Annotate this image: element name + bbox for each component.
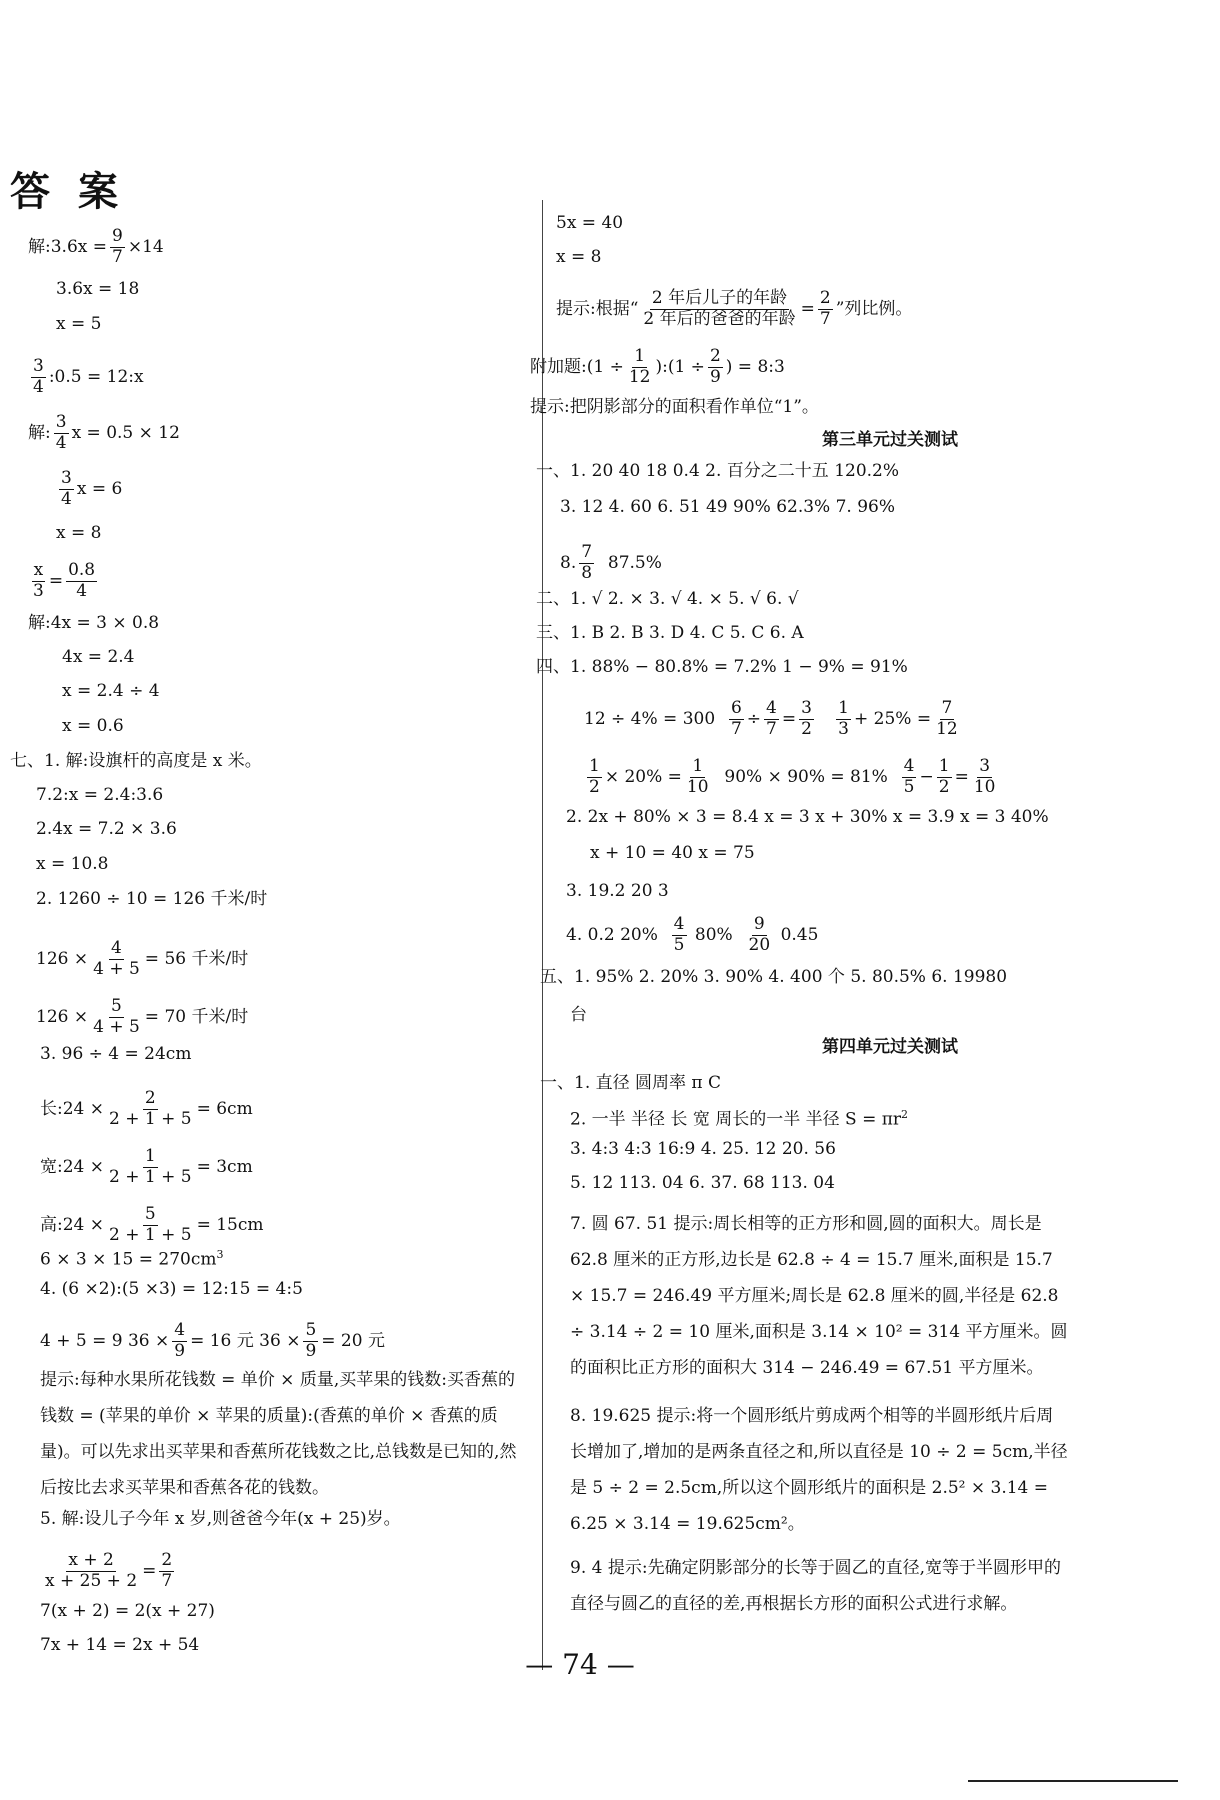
answer-line: $\frac{x}{3}$ = $\frac{0.8}{4}$: [33, 560, 96, 601]
answer-line: 7(x + 2) = 2(x + 27): [40, 1601, 215, 1621]
answer-line: $\frac{1}{2}$ × 20% = $\frac{1}{10}$ 90% × 90% = 81% $\frac{4}{5}$ − $\frac{1}{2}$ = $\frac{3}{10}$: [589, 756, 996, 797]
answer-line: 五、1. 95% 2. 20% 3. 90% 4. 400 个 5. 80.5% 6. 19980: [540, 967, 1008, 987]
answer-line: 7x + 14 = 2x + 54: [40, 1635, 200, 1655]
answer-line: 台: [570, 1005, 587, 1025]
hint-paragraph: 9. 4 提示:先确定阴影部分的长等于圆乙的直径,宽等于半圆形甲的直径与圆乙的直径的差,再根据长方形的面积公式进行求解。: [570, 1558, 1061, 1614]
section-title: 第四单元过关测试: [822, 1037, 958, 1057]
answer-line: 8. $\frac{7}{8}$ 87.5%: [560, 542, 662, 583]
answer-line: 一、1. 直径 圆周率 π C: [540, 1073, 722, 1093]
answer-line: x = 2.4 ÷ 4: [62, 681, 160, 701]
answer-line: 提示:根据“ $\frac{\text{2 年后儿子的年龄}}{\text{2 年后的爸爸的年龄}}$ = $\frac{2}{7}$ ”列比例。: [556, 288, 913, 329]
answer-line: 高:24 × $\frac{5}{2 + 1 + 5}$ = 15cm: [40, 1204, 264, 1245]
answer-line: 4 + 5 = 9 36 × $\frac{4}{9}$ = 16 元 36 × $\frac{5}{9}$ = 20 元: [40, 1320, 385, 1361]
answer-line: 提示:把阴影部分的面积看作单位“1”。: [530, 397, 819, 417]
answer-line: $\frac{3}{4}$ x = 6: [61, 468, 123, 509]
answer-line: 二、1. √ 2. × 3. √ 4. × 5. √ 6. √: [536, 589, 799, 609]
answer-line: x + 10 = 40 x = 75: [590, 843, 755, 863]
section-title: 第三单元过关测试: [822, 430, 958, 450]
answer-line: $6 \times 3 \times 15 = 270cm^3$: [40, 1248, 224, 1270]
answer-line: 2. 2x + 80% × 3 = 8.4 x = 3 x + 30% x = 3.9 x = 3 40%: [566, 807, 1049, 827]
answer-line: 3. 4:3 4:3 16:9 4. 25. 12 20. 56: [570, 1139, 836, 1159]
answer-line: 2.4x = 7.2 × 3.6: [36, 819, 177, 839]
answer-line: 3. 19.2 20 3: [566, 881, 669, 901]
answer-line: $\frac{x + 2}{x + 25 + 2}$ = $\frac{2}{7}$: [45, 1550, 173, 1591]
answer-line: $\frac{3}{4}$ :0.5 = 12:x: [33, 356, 144, 397]
hint-paragraph: 7. 圆 67. 51 提示:周长相等的正方形和圆,圆的面积大。周长是 62.8 厘米的正方形,边长是 62.8 ÷ 4 = 15.7 厘米,面积是 15.7 × 15.7 = 246.49 平方厘米;周长是 62.8 厘米的圆,半径是 62.8 ÷ 3.14 ÷ 2 = 10 厘米,面积是 3.14 × 10² = 314 平方厘米。圆的面积比正方形的面积大 314 − 246.49 = 67.51 平方厘米。: [570, 1214, 1068, 1378]
answer-line: 2. 1260 ÷ 10 = 126 千米/时: [36, 889, 268, 909]
answer-line: 2. 一半 半径 长 宽 周长的一半 半径 $S = \pi r^2$: [570, 1108, 909, 1130]
answer-line: 3. 12 4. 60 6. 51 49 90% 62.3% 7. 96%: [560, 497, 896, 517]
answer-line: 四、1. 88% − 80.8% = 7.2% 1 − 9% = 91%: [536, 657, 908, 677]
answer-line: 4. 0.2 20% $\frac{4}{5}$ 80% $\frac{9}{20}$ 0.45: [566, 914, 819, 955]
page-number: — 74 —: [525, 1648, 635, 1681]
answer-line: 126 × $\frac{4}{4 + 5}$ = 56 千米/时: [36, 938, 249, 979]
column-divider: [542, 200, 543, 1670]
answer-line: 解: $\frac{3}{4}$ x = 0.5 × 12: [28, 412, 180, 453]
answer-line: 三、1. B 2. B 3. D 4. C 5. C 6. A: [536, 623, 804, 643]
answer-line: 5x = 40: [556, 213, 624, 233]
answer-line: 解:4x = 3 × 0.8: [28, 613, 160, 633]
answer-line: 一、1. 20 40 18 0.4 2. 百分之二十五 120.2%: [536, 461, 900, 481]
answer-line: 4x = 2.4: [62, 647, 135, 667]
answer-line: x = 0.6: [62, 716, 124, 736]
answer-line: 3.6x = 18: [56, 279, 140, 299]
answer-line: 七、1. 解:设旗杆的高度是 x 米。: [10, 751, 262, 771]
hint-paragraph: 8. 19.625 提示:将一个圆形纸片剪成两个相等的半圆形纸片后周长增加了,增加的是两条直径之和,所以直径是 10 ÷ 2 = 5cm,半径是 5 ÷ 2 = 2.5cm,所以这个圆形纸片的面积是 2.5² × 3.14 = 6.25 × 3.14 = 19.625cm²。: [570, 1406, 1068, 1534]
answer-line: x = 5: [56, 314, 102, 334]
answer-line: 长:24 × $\frac{2}{2 + 1 + 5}$ = 6cm: [40, 1088, 253, 1129]
answer-line: 5. 12 113. 04 6. 37. 68 113. 04: [570, 1173, 835, 1193]
answer-line: 7.2:x = 2.4:3.6: [36, 785, 164, 805]
hint-paragraph: 提示:每种水果所花钱数 = 单价 × 质量,买苹果的钱数:买香蕉的钱数 = (苹果的单价 × 苹果的质量):(香蕉的单价 × 香蕉的质量)。可以先求出买苹果和香蕉所花钱数之比,总钱数是已知的,然后按比去求买苹果和香蕉各花的钱数。: [40, 1370, 517, 1498]
answer-line: 4. (6 ×2):(5 ×3) = 12:15 = 4:5: [40, 1279, 303, 1299]
page-title: 答案: [10, 169, 146, 215]
answer-line: 3. 96 ÷ 4 = 24cm: [40, 1044, 192, 1064]
answer-line: x = 8: [556, 247, 602, 267]
answer-line: x = 8: [56, 523, 102, 543]
answer-line: 宽:24 × $\frac{1}{2 + 1 + 5}$ = 3cm: [40, 1146, 253, 1187]
answer-line: 12 ÷ 4% = 300 $\frac{6}{7}$ ÷ $\frac{4}{7}$ = $\frac{3}{2}$ $\frac{1}{3}$ + 25% = $\frac{7}{12}$: [584, 698, 958, 739]
answer-line: x = 10.8: [36, 854, 109, 874]
answer-line: 解:3.6x = $\frac{9}{7}$ ×14: [28, 226, 164, 267]
answer-line: 126 × $\frac{5}{4 + 5}$ = 70 千米/时: [36, 996, 249, 1037]
footer-rule: [968, 1780, 1178, 1782]
answer-line: 附加题:(1 ÷ $\frac{1}{12}$ ):(1 ÷ $\frac{2}{9}$ ) = 8:3: [530, 346, 785, 387]
answer-line: 5. 解:设儿子今年 x 岁,则爸爸今年(x + 25)岁。: [40, 1509, 401, 1529]
